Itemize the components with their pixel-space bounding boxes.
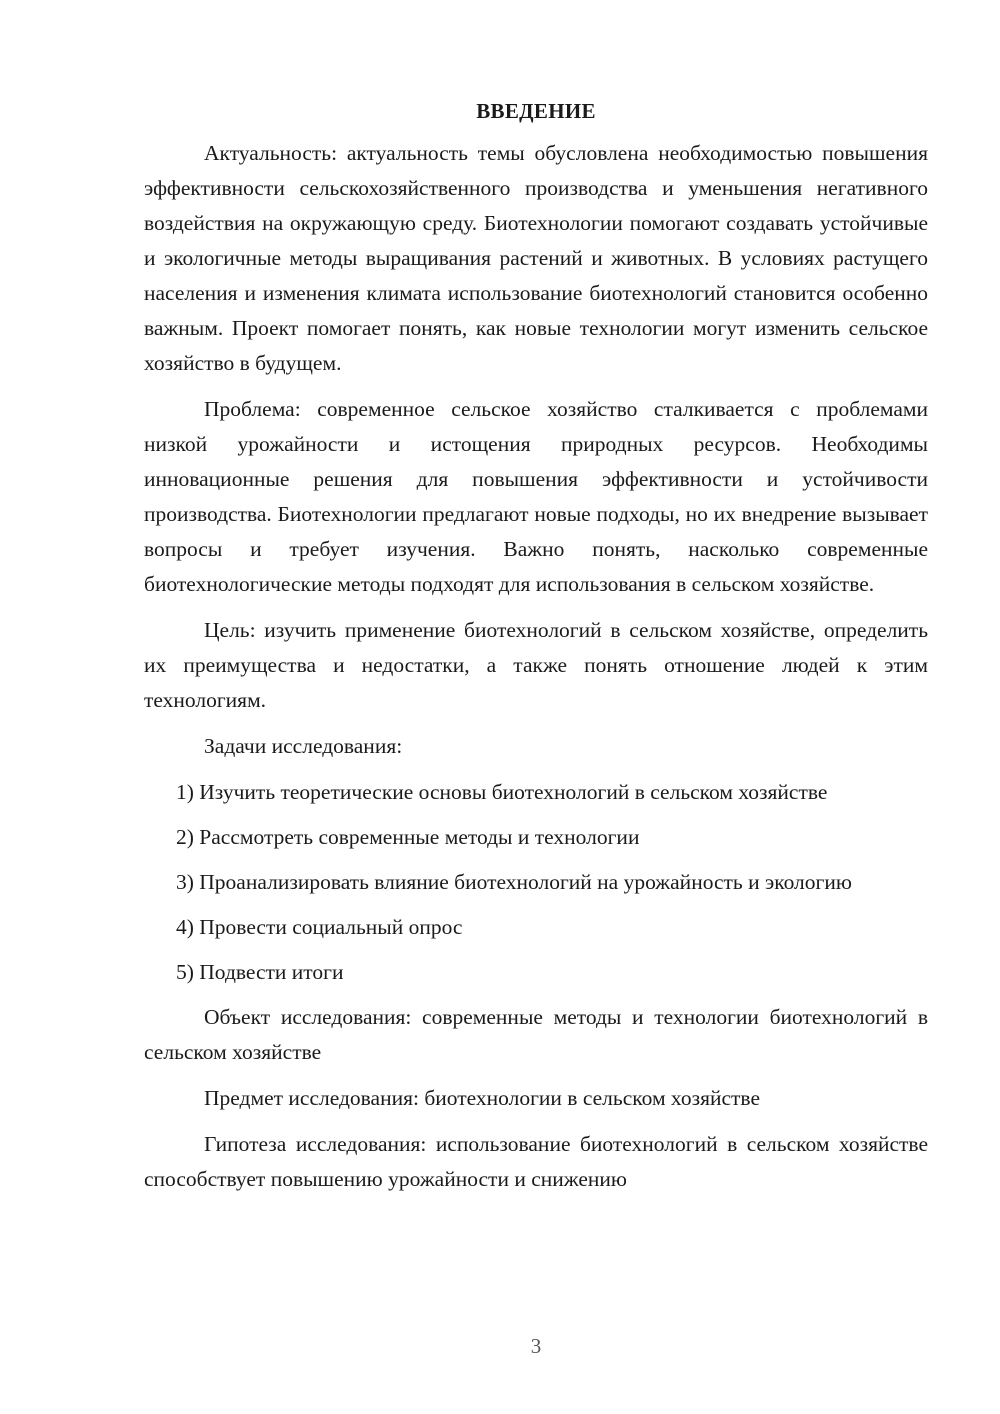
hypothesis-paragraph: Гипотеза исследования: использование биотехнологий в сельском хозяйстве способствует повышению урожайности и снижению [144,1132,928,1191]
list-item: 5) Подвести итоги [176,960,344,984]
page-title: ВВЕДЕНИЕ [476,99,596,123]
page-content [144,96,928,1208]
list-item: 1) Изучить теоретические основы биотехнологий в сельском хозяйстве [176,780,828,804]
page-number: 3 [530,1334,542,1358]
list-item: 2) Рассмотреть современные методы и технологии [176,825,640,849]
tasks-list [144,775,928,990]
object-paragraph: Объект исследования: современные методы и технологии биотехнологий в сельском хозяйстве [144,1005,928,1064]
relevance-paragraph: Актуальность: актуальность темы обусловлена необходимостью повышения эффективности сельскохозяйственного производства и уменьшения негативного воздействия на окружающую среду. Биотехнологии помогают создавать устойчивые и экологичные методы выращивания растений и животных. В условиях растущего населения и изменения климата использование биотехнологий становится особенно важным. Проект помогает понять, как новые технологии могут изменить сельское хозяйство в будущем. [144,141,928,375]
tasks-heading: Задачи исследования: [204,734,403,758]
goal-paragraph: Цель: изучить применение биотехнологий в сельском хозяйстве, определить их преимущества и недостатки, а также понять отношение людей к этим технологиям. [144,618,928,712]
problem-paragraph: Проблема: современное сельское хозяйство сталкивается с проблемами низкой урожайности и истощения природных ресурсов. Необходимы инновационные решения для повышения эффективности и устойчивости производства. Биотехнологии предлагают новые подходы, но их внедрение вызывает вопросы и требует изучения. Важно понять, насколько современные биотехнологические методы подходят для использования в сельском хозяйстве. [144,397,928,596]
list-item: 4) Провести социальный опрос [176,915,463,939]
list-item: 3) Проанализировать влияние биотехнологий на урожайность и экологию [176,870,852,894]
subject-paragraph: Предмет исследования: биотехнологии в сельском хозяйстве [204,1086,760,1110]
